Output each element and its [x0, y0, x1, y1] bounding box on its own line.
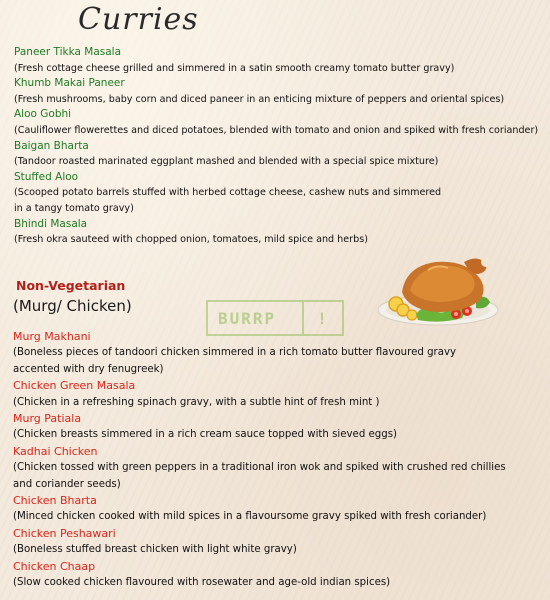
- menu-item: [14, 170, 544, 217]
- menu-item-description: (Boneless stuffed breast chicken with light white gravy): [13, 544, 297, 556]
- menu-item-description: (Chicken tossed with green peppers in a traditional iron wok and spiked with crushed red chillies: [13, 462, 506, 474]
- menu-item: [14, 139, 544, 170]
- watermark-mark: !: [317, 308, 329, 328]
- menu-item-name: Chicken Green Masala: [13, 379, 136, 393]
- roast-chicken-platter-image: [372, 252, 500, 332]
- menu-item-name: Chicken Chaap: [13, 559, 96, 573]
- menu-item-name: Murg Patiala: [13, 412, 82, 426]
- watermark-text: BURRP: [218, 308, 277, 328]
- menu-item-description: (Cauliflower flowerettes and diced potatoes, blended with tomato and onion and spiked with fresh coriander): [14, 124, 539, 136]
- menu-item: [13, 526, 543, 559]
- veg-menu-list: [14, 45, 544, 248]
- menu-item-name: Aloo Gobhi: [14, 108, 72, 121]
- section-heading-non-vegetarian: Non-Vegetarian: [16, 278, 126, 293]
- menu-item-description: (Tandoor roasted marinated eggplant mashed and blended with a special spice mixture): [14, 156, 439, 168]
- menu-item-name: Baigan Bharta: [14, 139, 89, 152]
- nonveg-menu-list: [13, 329, 543, 592]
- menu-item: [13, 411, 543, 444]
- menu-item-description: (Fresh mushrooms, baby corn and diced paneer in an enticing mixture of peppers and oriental spices): [14, 93, 505, 105]
- menu-item-name: Kadhai Chicken: [13, 444, 98, 458]
- menu-item: [14, 45, 544, 76]
- menu-item-name: Stuffed Aloo: [14, 170, 79, 183]
- menu-item-description: (Fresh cottage cheese grilled and simmered in a satin smooth creamy tomato butter gravy): [14, 62, 455, 74]
- menu-item-name: Bhindi Masala: [14, 217, 88, 230]
- menu-item: [13, 329, 543, 378]
- menu-item-description: (Slow cooked chicken flavoured with rosewater and age-old indian spices): [13, 577, 391, 589]
- menu-item: [13, 559, 543, 592]
- menu-item: [14, 107, 544, 138]
- menu-item: [14, 76, 544, 107]
- menu-item-description: (Chicken breasts simmered in a rich cream sauce topped with sieved eggs): [13, 429, 398, 441]
- menu-item-description: (Boneless pieces of tandoori chicken simmered in a rich tomato butter flavoured gravy: [13, 347, 457, 359]
- menu-item-name: Chicken Peshawari: [13, 526, 116, 540]
- menu-item-name: Khumb Makai Paneer: [14, 77, 125, 90]
- menu-item: [13, 493, 543, 526]
- menu-item-description: (Fresh okra sauteed with chopped onion, tomatoes, mild spice and herbs): [14, 234, 368, 246]
- menu-item-description: (Chicken in a refreshing spinach gravy, with a subtle hint of fresh mint ): [13, 396, 380, 408]
- menu-item: [13, 444, 543, 493]
- page-title: Curries: [78, 2, 199, 37]
- menu-item: [14, 217, 544, 248]
- menu-item-description: (Minced chicken cooked with mild spices in a flavoursome gravy spiked with fresh coriander): [13, 511, 487, 523]
- menu-item: [13, 378, 543, 411]
- menu-item-description: in a tangy tomato gravy): [14, 202, 134, 214]
- menu-item-name: Chicken Bharta: [13, 494, 97, 508]
- section-subheading-murg-chicken: (Murg/ Chicken): [13, 297, 132, 315]
- menu-item-description: (Scooped potato barrels stuffed with herbed cottage cheese, cashew nuts and simmered: [14, 187, 442, 199]
- menu-item-description: accented with dry fenugreek): [13, 363, 164, 375]
- menu-item-name: Paneer Tikka Masala: [14, 46, 122, 58]
- menu-item-description: and coriander seeds): [13, 478, 121, 490]
- menu-item-name: Murg Makhani: [13, 330, 91, 343]
